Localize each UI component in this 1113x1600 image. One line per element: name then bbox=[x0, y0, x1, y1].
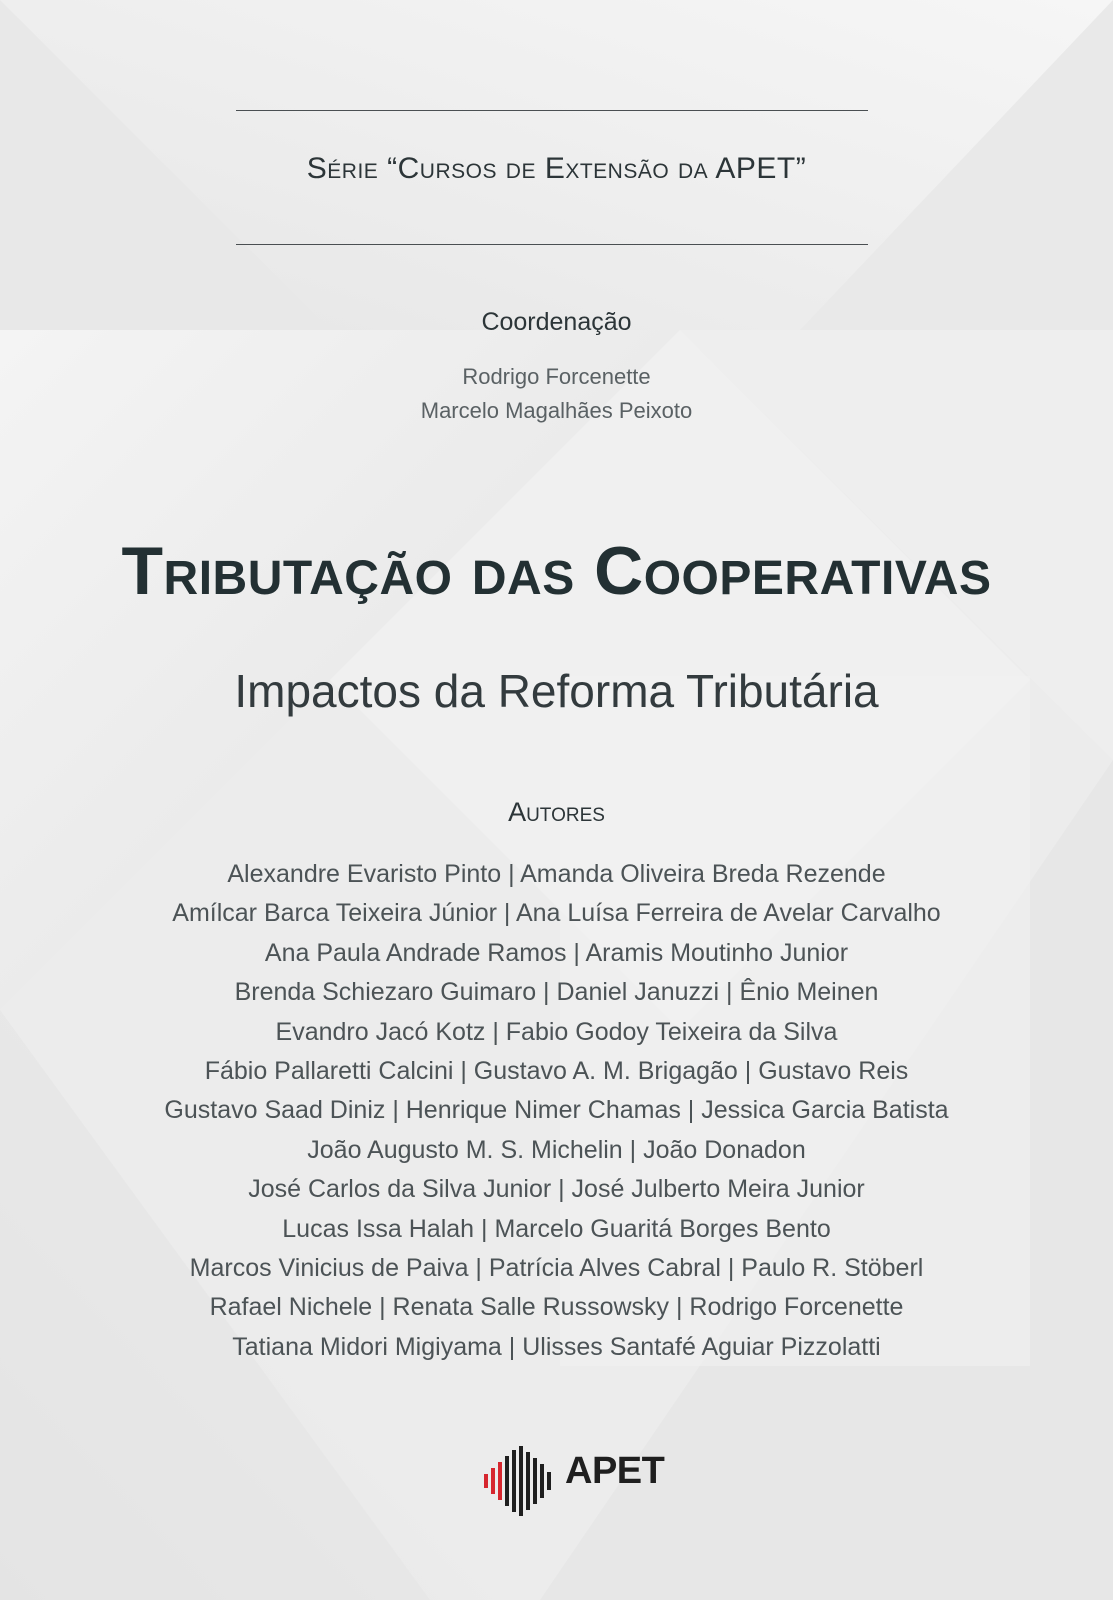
authors-line: Rafael Nichele | Renata Salle Russowsky | Rodrigo Forcenette bbox=[209, 1293, 904, 1322]
coordinator-name: Rodrigo Forcenette bbox=[462, 364, 651, 389]
authors-line: Lucas Issa Halah | Marcelo Guaritá Borges Bento bbox=[282, 1214, 831, 1243]
coordination-heading: Coordenação bbox=[481, 308, 632, 336]
authors-line: Evandro Jacó Kotz | Fabio Godoy Teixeira da Silva bbox=[275, 1017, 838, 1046]
authors-line: José Carlos da Silva Junior | José Julberto Meira Junior bbox=[248, 1175, 865, 1204]
top-divider bbox=[236, 110, 868, 111]
authors-line: Brenda Schiezaro Guimaro | Daniel Januzzi | Ênio Meinen bbox=[234, 978, 879, 1007]
authors-heading: Autores bbox=[508, 797, 605, 827]
sound-wave-logo-icon bbox=[483, 1446, 555, 1516]
publisher-logo bbox=[483, 1446, 703, 1516]
authors-line: Fábio Pallaretti Calcini | Gustavo A. M. Brigagão | Gustavo Reis bbox=[204, 1057, 909, 1086]
logo-text: APET bbox=[565, 1450, 665, 1492]
authors-line: Alexandre Evaristo Pinto | Amanda Oliveira Breda Rezende bbox=[227, 860, 886, 888]
authors-line: Amílcar Barca Teixeira Júnior | Ana Luísa Ferreira de Avelar Carvalho bbox=[172, 899, 941, 928]
book-title: Tributação das Cooperativas bbox=[121, 533, 992, 609]
authors-line: Ana Paula Andrade Ramos | Aramis Moutinho Junior bbox=[264, 938, 849, 967]
coordination-list bbox=[0, 360, 1113, 428]
authors-line: Gustavo Saad Diniz | Henrique Nimer Chamas | Jessica Garcia Batista bbox=[164, 1096, 949, 1125]
authors-line: Tatiana Midori Migiyama | Ulisses Santafé Aguiar Pizzolatti bbox=[232, 1332, 881, 1361]
authors-list bbox=[0, 855, 1113, 1367]
coordinator-name: Marcelo Magalhães Peixoto bbox=[420, 398, 693, 423]
authors-line: Marcos Vinicius de Paiva | Patrícia Alves Cabral | Paulo R. Stöberl bbox=[189, 1254, 924, 1283]
series-title: Série “Cursos de Extensão da APET” bbox=[306, 152, 807, 185]
authors-line: João Augusto M. S. Michelin | João Donadon bbox=[307, 1135, 806, 1164]
book-subtitle: Impactos da Reforma Tributária bbox=[234, 665, 879, 717]
bottom-divider bbox=[236, 244, 868, 245]
